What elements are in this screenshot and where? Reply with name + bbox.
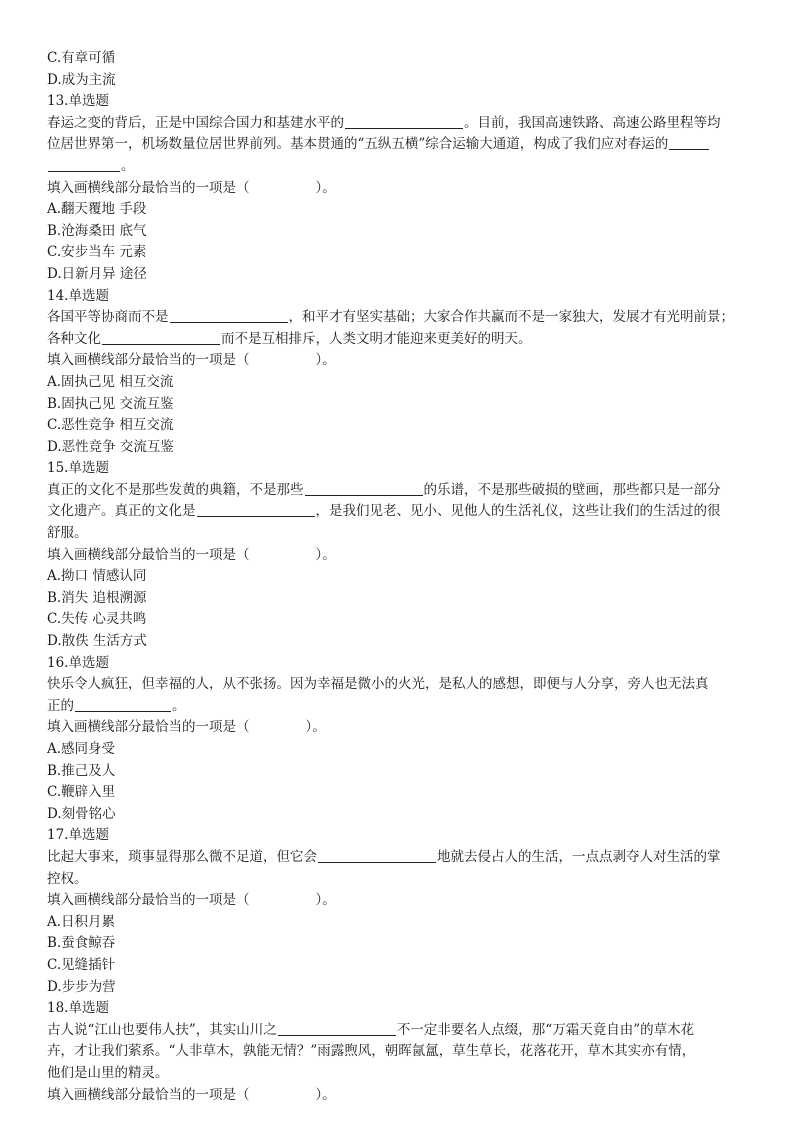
question-15-prompt: 填入画横线部分最恰当的一项是（ ）。 (47, 546, 336, 563)
question-17-option-a[interactable]: A.日积月累 (47, 913, 116, 930)
question-14-prompt: 填入画横线部分最恰当的一项是（ ）。 (47, 352, 336, 369)
question-17-stem-line-2: 控权。 (47, 870, 88, 887)
question-15-option-a[interactable]: A.拗口 情感认同 (47, 568, 147, 585)
question-15-label: 15.单选题 (47, 460, 109, 477)
question-18-prompt: 填入画横线部分最恰当的一项是（ ）。 (47, 1086, 336, 1103)
question-15-option-d[interactable]: D.散佚 生活方式 (47, 633, 147, 650)
question-13-option-a[interactable]: A.翻天覆地 手段 (47, 201, 147, 218)
question-15-option-b[interactable]: B.消失 追根溯源 (47, 589, 147, 606)
question-14-option-d[interactable]: D.恶性竞争 交流互鉴 (47, 438, 174, 455)
question-14-option-a[interactable]: A.固执己见 相互交流 (47, 373, 174, 390)
question-13-option-b[interactable]: B.沧海桑田 底气 (47, 222, 147, 239)
blank-1 (278, 1020, 396, 1036)
question-16-option-b[interactable]: B.推己及人 (47, 762, 116, 779)
question-13-prompt: 填入画横线部分最恰当的一项是（ ）。 (47, 179, 336, 196)
blank-1 (170, 307, 288, 323)
question-14-stem-line-2: 各种文化 而不是互相排斥，人类文明才能迎来更美好的明天。 (47, 330, 532, 347)
question-18-label: 18.单选题 (47, 1000, 109, 1017)
question-16-label: 16.单选题 (47, 654, 109, 671)
blank-1 (318, 847, 436, 863)
question-16-option-a[interactable]: A.感同身受 (47, 741, 116, 757)
blank-2 (197, 501, 315, 517)
question-16-option-d[interactable]: D.刻骨铭心 (47, 805, 116, 822)
question-18-stem-line-2: 卉，才让我们萦系。“人非草木，孰能无情？”雨露煦风，朝晖氤氲，草生草长，花落花开，草木其实亦有情， (47, 1043, 696, 1060)
question-13-option-d[interactable]: D.日新月异 途径 (47, 265, 147, 282)
question-17-option-c[interactable]: C.见缝插针 (47, 956, 116, 973)
question-13-stem-line-1: 春运之变的背后，正是中国综合国力和基建水平的 。目前，我国高速铁路、高速公路里程等均 (47, 114, 721, 131)
blank-1 (305, 480, 423, 496)
question-15-stem-line-3: 舒服。 (47, 525, 88, 542)
blank-2b (48, 156, 120, 172)
blank-2 (102, 329, 220, 345)
question-17-option-d[interactable]: D.步步为营 (47, 978, 116, 995)
question-15-stem-line-1: 真正的文化不是那些发黄的典籍，不是那些 的乐谱，不是那些破损的壁画，那些都只是一部分 (47, 481, 721, 498)
question-16-option-c[interactable]: C.鞭辟入里 (47, 784, 116, 801)
question-13-stem-line-3: 。 (47, 156, 759, 178)
question-17-prompt: 填入画横线部分最恰当的一项是（ ）。 (47, 892, 336, 909)
exam-page (47, 48, 759, 1106)
question-15-stem-line-2: 文化遗产。真正的文化是 ，是我们见老、见小、见他人的生活礼仪，这些让我们的生活过的很 (47, 503, 721, 520)
question-17-label: 17.单选题 (47, 827, 109, 844)
question-14-option-c[interactable]: C.恶性竞争 相互交流 (47, 417, 174, 434)
blank-1 (345, 113, 463, 129)
question-13-label: 13.单选题 (47, 93, 109, 110)
option-c[interactable]: C.有章可循 (47, 50, 116, 66)
question-18-stem-line-1: 古人说“江山也要伟人扶”，其实山川之 不一定非要名人点缀，那“万霜天竟自由”的草木花 (47, 1021, 695, 1038)
blank-2a (669, 134, 709, 150)
question-13-stem-line-2: 位居世界第一，机场数量位居世界前列。基本贯通的“五纵五横”综合运输大通道，构成了我们应对春运的 (47, 134, 759, 156)
question-17-stem-line-1: 比起大事来，琐事显得那么微不足道，但它会 地就去侵占人的生活，一点点剥夺人对生活的掌 (47, 848, 721, 865)
option-d[interactable]: D.成为主流 (47, 71, 116, 88)
question-16-stem-line-2: 正的 。 (47, 697, 186, 714)
question-14-option-b[interactable]: B.固执己见 交流互鉴 (47, 395, 174, 412)
question-18-stem-line-3: 他们是山里的精灵。 (47, 1064, 169, 1081)
blank-1 (75, 696, 171, 712)
question-16-stem-line-1: 快乐令人疯狂，但幸福的人，从不张扬。因为幸福是微小的火光，是私人的感想，即便与人分享，旁人也无法真 (47, 676, 709, 693)
question-14-label: 14.单选题 (47, 287, 109, 304)
question-15-option-c[interactable]: C.失传 心灵共鸣 (47, 611, 147, 628)
question-16-prompt: 填入画横线部分最恰当的一项是（ ）。 (47, 719, 326, 736)
question-14-stem-line-1: 各国平等协商而不是 ，和平才有坚实基础；大家合作共赢而不是一家独大，发展才有光明前景； (47, 309, 734, 326)
question-17-option-b[interactable]: B.蚕食鲸吞 (47, 935, 116, 952)
question-13-option-c[interactable]: C.安步当车 元素 (47, 244, 147, 261)
